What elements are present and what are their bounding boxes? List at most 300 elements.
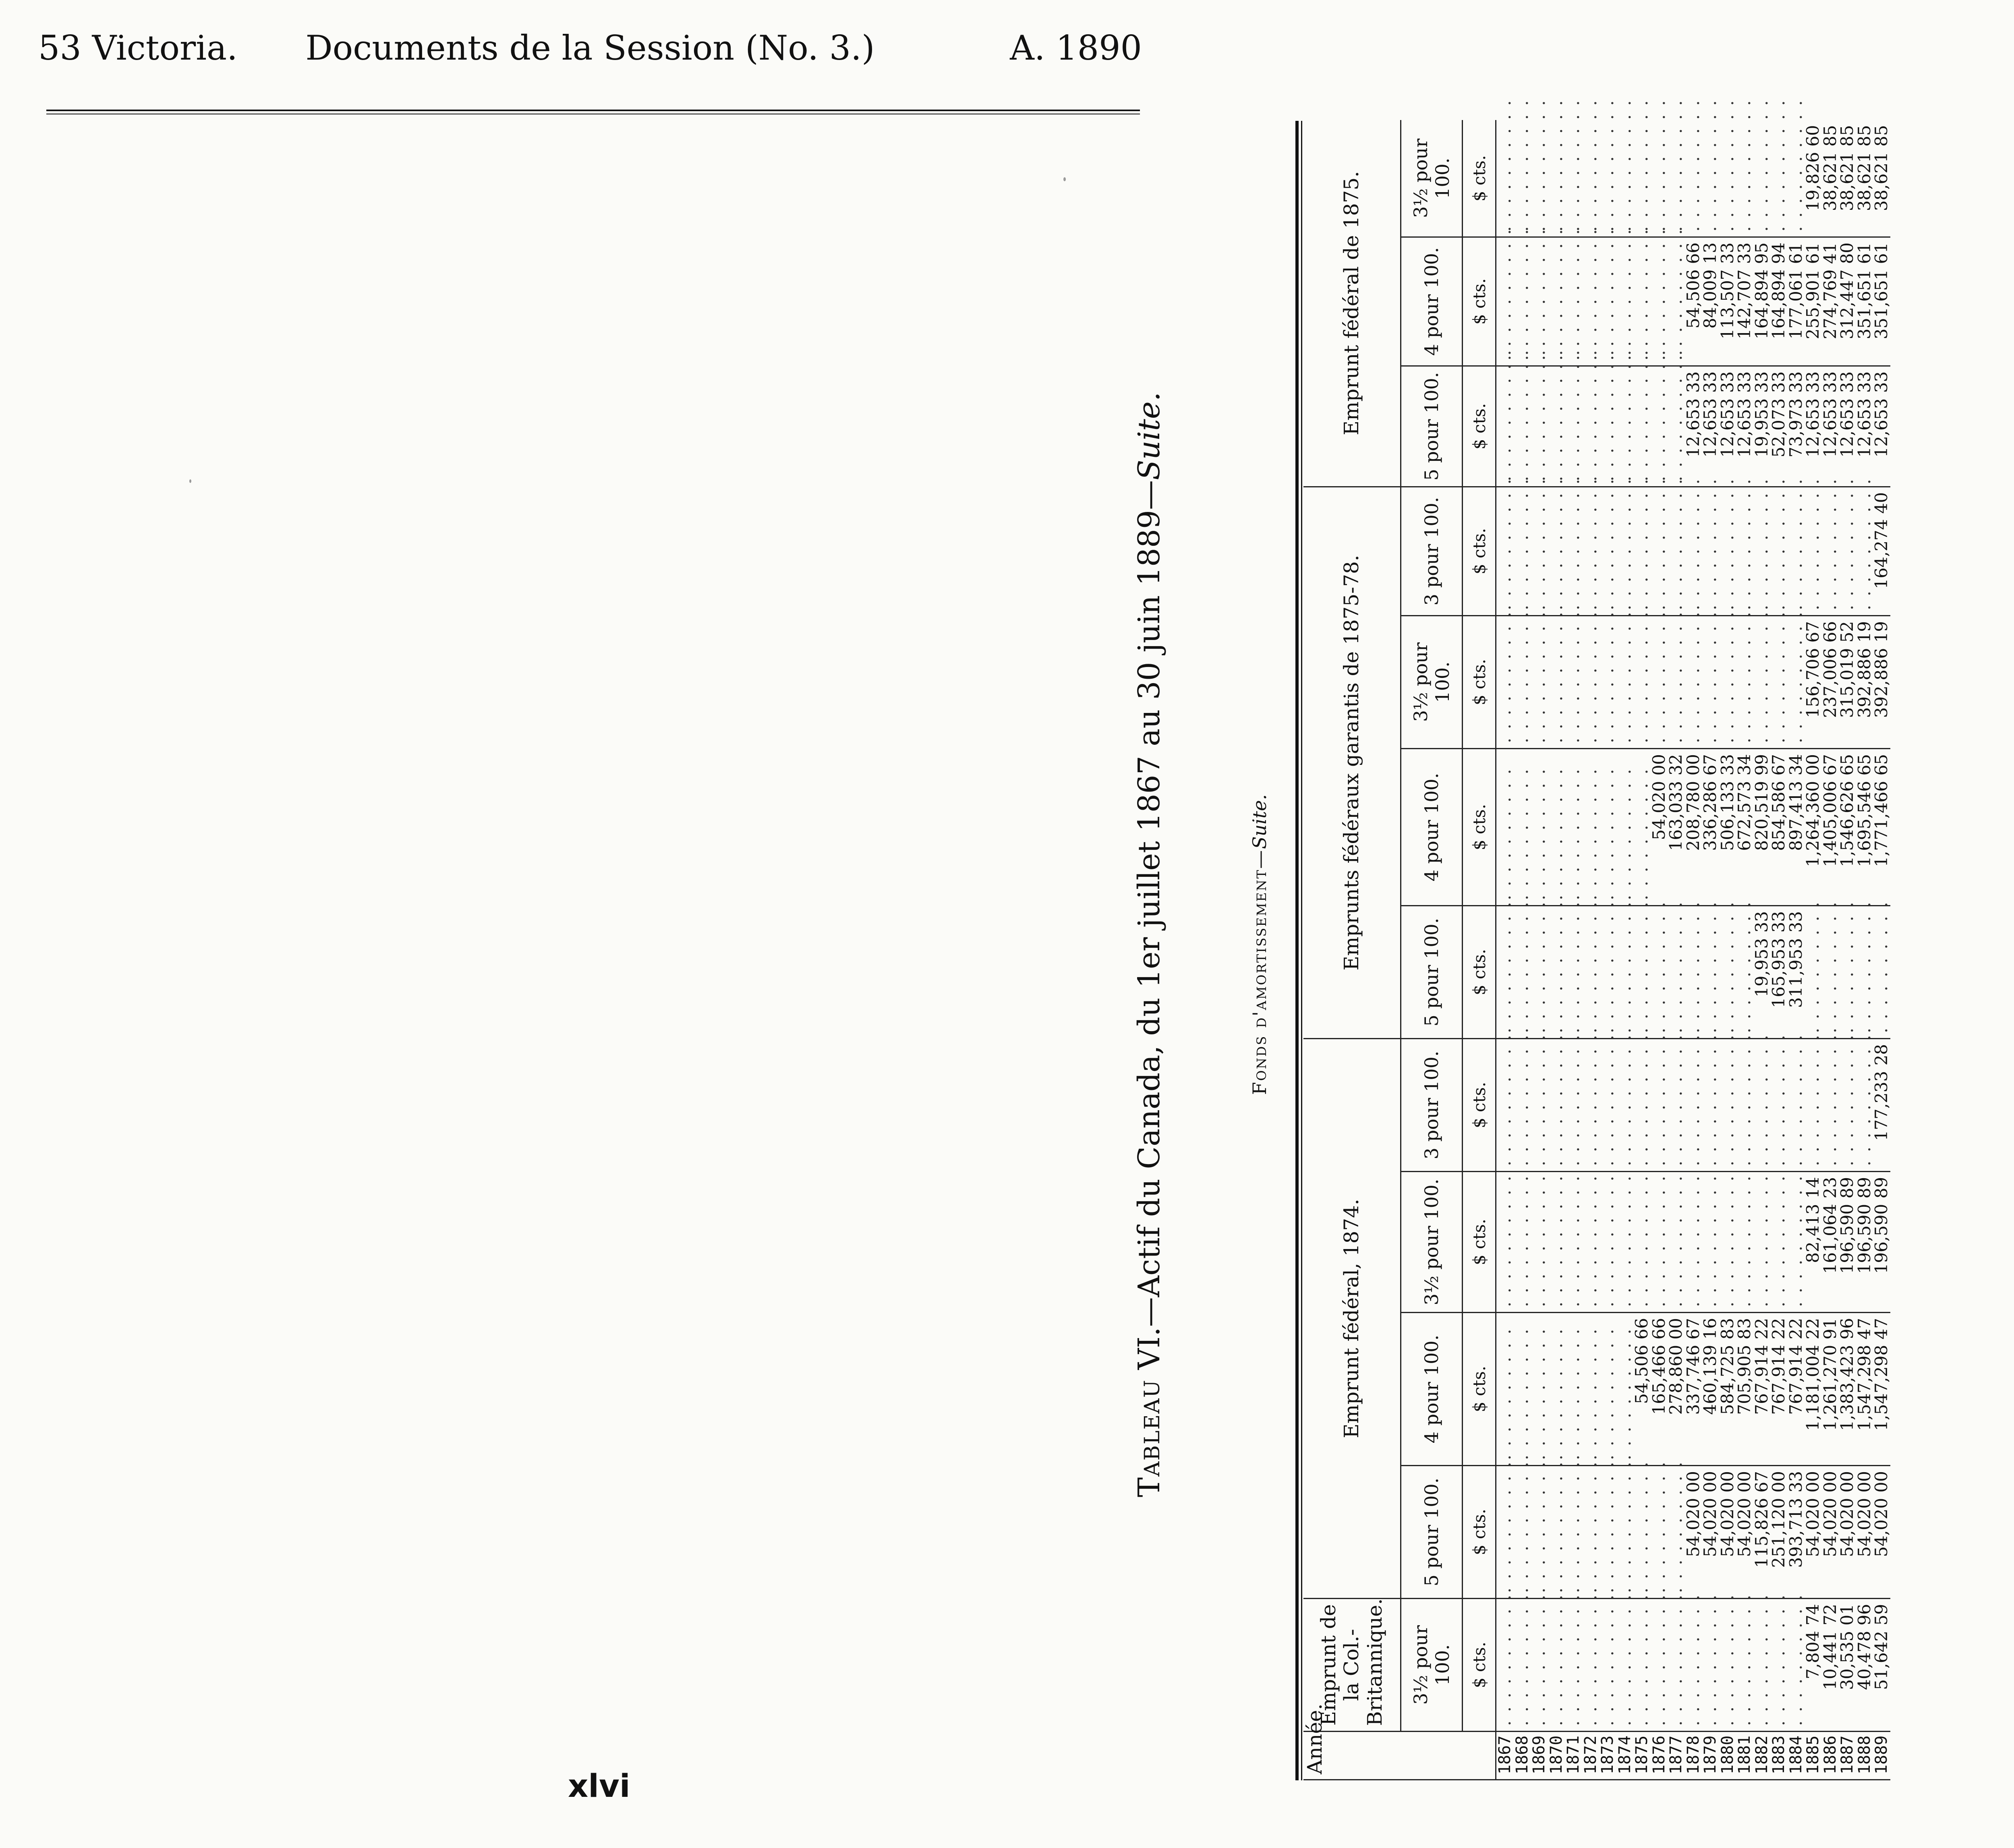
running-head-left: 53 Victoria. bbox=[38, 28, 238, 68]
leader-dots: . . . . . . . . . . bbox=[1514, 1313, 1531, 1466]
leader-dots: . . . . . . . . . . bbox=[1753, 1172, 1771, 1313]
value-cell: 142,707 33 bbox=[1736, 237, 1753, 366]
rate-header: 4 pour 100. bbox=[1401, 1313, 1463, 1466]
leader-dots: . . . . . . . . . . bbox=[1736, 1599, 1753, 1732]
year-header: Année. bbox=[1303, 1732, 1496, 1780]
value-cell: 12,653 33 bbox=[1805, 366, 1822, 487]
header-rule-thick bbox=[46, 110, 1140, 111]
table-row bbox=[1651, 120, 1668, 1780]
year-cell: 1868 bbox=[1514, 1732, 1531, 1780]
leader-dots: . . . . . . . . . . bbox=[1582, 1466, 1600, 1599]
table-row bbox=[1822, 120, 1839, 1780]
leader-dots: . . . . . . . . . . bbox=[1616, 748, 1634, 905]
leader-dots: . . . . . . . . . . bbox=[1514, 120, 1531, 237]
leader-dots: . . . . . . . . . . bbox=[1736, 487, 1753, 615]
value-cell: 1,695,546 65 bbox=[1856, 748, 1873, 905]
value-cell: 54,020 00 bbox=[1719, 1466, 1736, 1599]
leader-dots: . . . . . . . . . . bbox=[1770, 1038, 1788, 1171]
table-title-suite: Suite. bbox=[1132, 392, 1167, 480]
value-cell: 255,901 61 bbox=[1805, 237, 1822, 366]
leader-dots: . . . . . . . . . . bbox=[1599, 748, 1616, 905]
leader-dots: . . . . . . . . . . bbox=[1668, 120, 1685, 237]
leader-dots: . . . . . . . . . . bbox=[1788, 615, 1805, 748]
table-row bbox=[1805, 120, 1822, 1780]
leader-dots: . . . . . . . . . . bbox=[1565, 1313, 1582, 1466]
value-cell: 12,653 33 bbox=[1685, 366, 1702, 487]
leader-dots: . . . . . . . . . . bbox=[1685, 1599, 1702, 1732]
value-cell: 164,274 40 bbox=[1873, 487, 1890, 615]
value-cell: 38,621 85 bbox=[1856, 120, 1873, 237]
value-cell: 1,383,423 96 bbox=[1839, 1313, 1856, 1466]
leader-dots: . . . . . . . . . . bbox=[1565, 1599, 1582, 1732]
year-cell: 1876 bbox=[1651, 1732, 1668, 1780]
year-cell: 1884 bbox=[1788, 1732, 1805, 1780]
unit-header: $ cts. bbox=[1463, 1313, 1496, 1466]
table-row bbox=[1565, 120, 1582, 1780]
leader-dots: . . . . . . . . . . bbox=[1702, 615, 1719, 748]
leader-dots: . . . . . . . . . . bbox=[1685, 615, 1702, 748]
value-cell: 351,651 61 bbox=[1856, 237, 1873, 366]
leader-dots: . . . . . . . . . . bbox=[1719, 120, 1736, 237]
leader-dots: . . . . . . . . . . bbox=[1582, 615, 1600, 748]
leader-dots: . . . . . . . . . . bbox=[1514, 1466, 1531, 1599]
running-head bbox=[38, 28, 1142, 68]
leader-dots: . . . . . . . . . . bbox=[1633, 615, 1651, 748]
leader-dots: . . . . . . . . . . bbox=[1582, 487, 1600, 615]
value-cell: 51,642 59 bbox=[1873, 1599, 1890, 1732]
value-cell: 336,286 67 bbox=[1702, 748, 1719, 905]
rotated-table-page bbox=[1128, 99, 2014, 1780]
rate-header: 3½ pour 100. bbox=[1401, 615, 1463, 748]
group-header-col-brit: Emprunt de la Col.-Britannique. bbox=[1303, 1599, 1401, 1732]
leader-dots: . . . . . . . . . . bbox=[1651, 1466, 1668, 1599]
value-cell: 237,006 66 bbox=[1822, 615, 1839, 748]
value-cell: 705,905 83 bbox=[1736, 1313, 1753, 1466]
leader-dots: . . . . . . . . . . bbox=[1753, 615, 1771, 748]
leader-dots: . . . . . . . . . . bbox=[1633, 1038, 1651, 1171]
value-cell: 278,860 00 bbox=[1668, 1313, 1685, 1466]
leader-dots: . . . . . . . . . . bbox=[1514, 1038, 1531, 1171]
table-row bbox=[1633, 120, 1651, 1780]
value-cell: 156,706 67 bbox=[1805, 615, 1822, 748]
leader-dots: . . . . . . . . . . bbox=[1753, 487, 1771, 615]
leader-dots: . . . . . . . . . . bbox=[1770, 1172, 1788, 1313]
table-subtitle-text: Fonds d'amortissement— bbox=[1249, 849, 1270, 1095]
value-cell: 7,804 74 bbox=[1805, 1599, 1822, 1732]
value-cell: 351,651 61 bbox=[1873, 237, 1890, 366]
leader-dots: . . . . . . . . . . bbox=[1651, 120, 1668, 237]
leader-dots: . . . . . . . . . . bbox=[1582, 237, 1600, 366]
leader-dots: . . . . . . . . . . bbox=[1668, 1172, 1685, 1313]
leader-dots: . . . . . . . . . . bbox=[1565, 1038, 1582, 1171]
value-cell: 54,020 00 bbox=[1651, 748, 1668, 905]
leader-dots: . . . . . . . . . . bbox=[1702, 905, 1719, 1038]
table-row bbox=[1496, 120, 1514, 1780]
table-row bbox=[1736, 120, 1753, 1780]
value-cell: 1,261,270 91 bbox=[1822, 1313, 1839, 1466]
leader-dots: . . . . . . . . . . bbox=[1805, 487, 1822, 615]
leader-dots: . . . . . . . . . . bbox=[1668, 487, 1685, 615]
table-row bbox=[1548, 120, 1565, 1780]
leader-dots: . . . . . . . . . . bbox=[1651, 1172, 1668, 1313]
table-row bbox=[1514, 120, 1531, 1780]
leader-dots: . . . . . . . . . . bbox=[1531, 905, 1548, 1038]
value-cell: 897,413 34 bbox=[1788, 748, 1805, 905]
leader-dots: . . . . . . . . . . bbox=[1599, 615, 1616, 748]
leader-dots: . . . . . . . . . . bbox=[1599, 487, 1616, 615]
value-cell: 177,061 61 bbox=[1788, 237, 1805, 366]
value-cell: 54,020 00 bbox=[1822, 1466, 1839, 1599]
leader-dots: . . . . . . . . . . bbox=[1702, 1172, 1719, 1313]
leader-dots: . . . . . . . . . . bbox=[1531, 615, 1548, 748]
leader-dots: . . . . . . . . . . bbox=[1616, 366, 1634, 487]
unit-header: $ cts. bbox=[1463, 1172, 1496, 1313]
value-cell: 54,020 00 bbox=[1736, 1466, 1753, 1599]
leader-dots: . . . . . . . . . . bbox=[1548, 487, 1565, 615]
leader-dots: . . . . . . . . . . bbox=[1685, 1038, 1702, 1171]
leader-dots: . . . . . . . . . . bbox=[1616, 1313, 1634, 1466]
leader-dots: . . . . . . . . . . bbox=[1616, 120, 1634, 237]
unit-header: $ cts. bbox=[1463, 487, 1496, 615]
value-cell: 12,653 33 bbox=[1873, 366, 1890, 487]
leader-dots: . . . . . . . . . . bbox=[1616, 237, 1634, 366]
value-cell: 1,546,626 65 bbox=[1839, 748, 1856, 905]
leader-dots: . . . . . . . . . . bbox=[1565, 1466, 1582, 1599]
value-cell: 84,009 13 bbox=[1702, 237, 1719, 366]
year-cell: 1887 bbox=[1839, 1732, 1856, 1780]
leader-dots: . . . . . . . . . . bbox=[1496, 1466, 1514, 1599]
leader-dots: . . . . . . . . . . bbox=[1599, 1038, 1616, 1171]
leader-dots: . . . . . . . . . . bbox=[1685, 905, 1702, 1038]
leader-dots: . . . . . . . . . . bbox=[1582, 1313, 1600, 1466]
value-cell: 73,973 33 bbox=[1788, 366, 1805, 487]
leader-dots: . . . . . . . . . . bbox=[1496, 1172, 1514, 1313]
leader-dots: . . . . . . . . . . bbox=[1633, 366, 1651, 487]
leader-dots: . . . . . . . . . . bbox=[1719, 905, 1736, 1038]
value-cell: 767,914 22 bbox=[1770, 1313, 1788, 1466]
leader-dots: . . . . . . . . . . bbox=[1496, 905, 1514, 1038]
value-cell: 251,120 00 bbox=[1770, 1466, 1788, 1599]
running-head-right: A. 1890 bbox=[1010, 28, 1142, 68]
leader-dots: . . . . . . . . . . bbox=[1514, 487, 1531, 615]
value-cell: 164,894 95 bbox=[1753, 237, 1771, 366]
leader-dots: . . . . . . . . . . bbox=[1719, 487, 1736, 615]
leader-dots: . . . . . . . . . . bbox=[1599, 1599, 1616, 1732]
leader-dots: . . . . . . . . . . bbox=[1548, 1313, 1565, 1466]
leader-dots: . . . . . . . . . . bbox=[1582, 366, 1600, 487]
leader-dots: . . . . . . . . . . bbox=[1531, 1172, 1548, 1313]
table-row bbox=[1685, 120, 1702, 1780]
leader-dots: . . . . . . . . . . bbox=[1651, 487, 1668, 615]
leader-dots: . . . . . . . . . . bbox=[1633, 1466, 1651, 1599]
leader-dots: . . . . . . . . . . bbox=[1873, 905, 1890, 1038]
value-cell: 12,653 33 bbox=[1839, 366, 1856, 487]
rate-header: 5 pour 100. bbox=[1401, 366, 1463, 487]
leader-dots: . . . . . . . . . . bbox=[1651, 366, 1668, 487]
year-cell: 1885 bbox=[1805, 1732, 1822, 1780]
rate-header: 3 pour 100. bbox=[1401, 1038, 1463, 1171]
leader-dots: . . . . . . . . . . bbox=[1599, 1313, 1616, 1466]
leader-dots: . . . . . . . . . . bbox=[1616, 487, 1634, 615]
leader-dots: . . . . . . . . . . bbox=[1856, 487, 1873, 615]
value-cell: 1,181,004 22 bbox=[1805, 1313, 1822, 1466]
leader-dots: . . . . . . . . . . bbox=[1633, 1172, 1651, 1313]
leader-dots: . . . . . . . . . . bbox=[1736, 615, 1753, 748]
unit-header: $ cts. bbox=[1463, 1599, 1496, 1732]
value-cell: 820,519 99 bbox=[1753, 748, 1771, 905]
value-cell: 12,653 33 bbox=[1822, 366, 1839, 487]
rate-header-row bbox=[1401, 120, 1463, 1780]
leader-dots: . . . . . . . . . . bbox=[1582, 748, 1600, 905]
leader-dots: . . . . . . . . . . bbox=[1565, 120, 1582, 237]
leader-dots: . . . . . . . . . . bbox=[1839, 487, 1856, 615]
leader-dots: . . . . . . . . . . bbox=[1599, 1466, 1616, 1599]
rate-header: 5 pour 100. bbox=[1401, 1466, 1463, 1599]
value-cell: 38,621 85 bbox=[1873, 120, 1890, 237]
value-cell: 1,547,298 47 bbox=[1873, 1313, 1890, 1466]
value-cell: 52,073 33 bbox=[1770, 366, 1788, 487]
leader-dots: . . . . . . . . . . bbox=[1719, 615, 1736, 748]
leader-dots: . . . . . . . . . . bbox=[1753, 120, 1771, 237]
value-cell: 12,653 33 bbox=[1856, 366, 1873, 487]
page-folio: xlvi bbox=[568, 1768, 630, 1804]
leader-dots: . . . . . . . . . . bbox=[1565, 237, 1582, 366]
leader-dots: . . . . . . . . . . bbox=[1496, 748, 1514, 905]
leader-dots: . . . . . . . . . . bbox=[1531, 1313, 1548, 1466]
leader-dots: . . . . . . . . . . bbox=[1514, 905, 1531, 1038]
value-cell: 163,033 32 bbox=[1668, 748, 1685, 905]
leader-dots: . . . . . . . . . . bbox=[1565, 366, 1582, 487]
unit-header: $ cts. bbox=[1463, 748, 1496, 905]
year-cell: 1874 bbox=[1616, 1732, 1634, 1780]
value-cell: 177,233 28 bbox=[1873, 1038, 1890, 1171]
value-cell: 1,405,006 67 bbox=[1822, 748, 1839, 905]
leader-dots: . . . . . . . . . . bbox=[1548, 120, 1565, 237]
unit-header: $ cts. bbox=[1463, 237, 1496, 366]
leader-dots: . . . . . . . . . . bbox=[1839, 1038, 1856, 1171]
group-header-guaranteed-1875-78: Emprunts fédéraux garantis de 1875-78. bbox=[1303, 487, 1401, 1038]
value-cell: 19,826 60 bbox=[1805, 120, 1822, 237]
leader-dots: . . . . . . . . . . bbox=[1856, 905, 1873, 1038]
unit-header: $ cts. bbox=[1463, 1466, 1496, 1599]
table-row bbox=[1668, 120, 1685, 1780]
value-cell: 54,506 66 bbox=[1633, 1313, 1651, 1466]
leader-dots: . . . . . . . . . . bbox=[1514, 615, 1531, 748]
leader-dots: . . . . . . . . . . bbox=[1651, 237, 1668, 366]
table-row bbox=[1719, 120, 1736, 1780]
value-cell: 337,746 67 bbox=[1685, 1313, 1702, 1466]
value-cell: 1,771,466 65 bbox=[1873, 748, 1890, 905]
leader-dots: . . . . . . . . . . bbox=[1616, 1466, 1634, 1599]
leader-dots: . . . . . . . . . . bbox=[1616, 905, 1634, 1038]
rate-header: 3½ pour 100. bbox=[1401, 1599, 1463, 1732]
leader-dots: . . . . . . . . . . bbox=[1531, 1038, 1548, 1171]
print-speck bbox=[189, 479, 191, 483]
leader-dots: . . . . . . . . . . bbox=[1651, 1599, 1668, 1732]
leader-dots: . . . . . . . . . . bbox=[1514, 366, 1531, 487]
unit-header: $ cts. bbox=[1463, 366, 1496, 487]
leader-dots: . . . . . . . . . . bbox=[1531, 1599, 1548, 1732]
leader-dots: . . . . . . . . . . bbox=[1616, 1038, 1634, 1171]
value-cell: 54,020 00 bbox=[1685, 1466, 1702, 1599]
value-cell: 854,586 67 bbox=[1770, 748, 1788, 905]
leader-dots: . . . . . . . . . . bbox=[1548, 1038, 1565, 1171]
value-cell: 767,914 22 bbox=[1788, 1313, 1805, 1466]
leader-dots: . . . . . . . . . . bbox=[1736, 905, 1753, 1038]
leader-dots: . . . . . . . . . . bbox=[1496, 1038, 1514, 1171]
unit-header: $ cts. bbox=[1463, 1038, 1496, 1171]
value-cell: 54,020 00 bbox=[1839, 1466, 1856, 1599]
leader-dots: . . . . . . . . . . bbox=[1514, 1172, 1531, 1313]
leader-dots: . . . . . . . . . . bbox=[1668, 366, 1685, 487]
leader-dots: . . . . . . . . . . bbox=[1788, 1038, 1805, 1171]
table-row bbox=[1753, 120, 1771, 1780]
value-cell: 1,547,298 47 bbox=[1856, 1313, 1873, 1466]
value-cell: 115,826 67 bbox=[1753, 1466, 1771, 1599]
value-cell: 38,621 85 bbox=[1822, 120, 1839, 237]
leader-dots: . . . . . . . . . . bbox=[1633, 487, 1651, 615]
leader-dots: . . . . . . . . . . bbox=[1582, 1038, 1600, 1171]
rate-header: 3½ pour 100. bbox=[1401, 1172, 1463, 1313]
leader-dots: . . . . . . . . . . bbox=[1753, 1599, 1771, 1732]
table-body bbox=[1495, 99, 1891, 1780]
leader-dots: . . . . . . . . . . bbox=[1633, 120, 1651, 237]
value-cell: 40,478 96 bbox=[1856, 1599, 1873, 1732]
leader-dots: . . . . . . . . . . bbox=[1599, 366, 1616, 487]
leader-dots: . . . . . . . . . . bbox=[1788, 487, 1805, 615]
leader-dots: . . . . . . . . . . bbox=[1548, 1172, 1565, 1313]
group-header-row bbox=[1303, 120, 1401, 1780]
running-head-center: Documents de la Session (No. 3.) bbox=[305, 28, 875, 68]
leader-dots: . . . . . . . . . . bbox=[1651, 905, 1668, 1038]
leader-dots: . . . . . . . . . . bbox=[1582, 120, 1600, 237]
leader-dots: . . . . . . . . . . bbox=[1770, 1599, 1788, 1732]
leader-dots: . . . . . . . . . . bbox=[1753, 1038, 1771, 1171]
year-cell: 1875 bbox=[1633, 1732, 1651, 1780]
value-cell: 165,466 66 bbox=[1651, 1313, 1668, 1466]
table-subtitle bbox=[1249, 109, 1270, 1780]
leader-dots: . . . . . . . . . . bbox=[1668, 615, 1685, 748]
table-row bbox=[1582, 120, 1600, 1780]
unit-header: $ cts. bbox=[1463, 905, 1496, 1038]
leader-dots: . . . . . . . . . . bbox=[1531, 1466, 1548, 1599]
value-cell: 393,713 33 bbox=[1788, 1466, 1805, 1599]
value-cell: 208,780 00 bbox=[1685, 748, 1702, 905]
leader-dots: . . . . . . . . . . bbox=[1514, 237, 1531, 366]
year-cell: 1872 bbox=[1582, 1732, 1600, 1780]
year-cell: 1879 bbox=[1702, 1732, 1719, 1780]
value-cell: 161,064 23 bbox=[1822, 1172, 1839, 1313]
leader-dots: . . . . . . . . . . bbox=[1685, 1172, 1702, 1313]
leader-dots: . . . . . . . . . . bbox=[1496, 1599, 1514, 1732]
leader-dots: . . . . . . . . . . bbox=[1514, 1599, 1531, 1732]
leader-dots: . . . . . . . . . . bbox=[1531, 487, 1548, 615]
leader-dots: . . . . . . . . . . bbox=[1616, 615, 1634, 748]
year-cell: 1878 bbox=[1685, 1732, 1702, 1780]
value-cell: 113,507 33 bbox=[1719, 237, 1736, 366]
leader-dots: . . . . . . . . . . bbox=[1788, 120, 1805, 237]
table-title-main: VI.—Actif du Canada, du 1er juillet 1867 au 30 juin 1889— bbox=[1132, 480, 1167, 1370]
leader-dots: . . . . . . . . . . bbox=[1822, 905, 1839, 1038]
leader-dots: . . . . . . . . . . bbox=[1839, 905, 1856, 1038]
leader-dots: . . . . . . . . . . bbox=[1719, 1172, 1736, 1313]
leader-dots: . . . . . . . . . . bbox=[1805, 1038, 1822, 1171]
value-cell: 392,886 19 bbox=[1873, 615, 1890, 748]
rate-header: 3½ pour 100. bbox=[1401, 120, 1463, 237]
rate-header: 4 pour 100. bbox=[1401, 237, 1463, 366]
table-title-prefix: Tableau bbox=[1132, 1379, 1167, 1498]
value-cell: 54,020 00 bbox=[1856, 1466, 1873, 1599]
leader-dots: . . . . . . . . . . bbox=[1770, 615, 1788, 748]
print-speck bbox=[1063, 177, 1066, 181]
table-subtitle-suite: Suite. bbox=[1249, 794, 1270, 849]
leader-dots: . . . . . . . . . . bbox=[1565, 615, 1582, 748]
leader-dots: . . . . . . . . . . bbox=[1496, 120, 1514, 237]
value-cell: 1,264,360 00 bbox=[1805, 748, 1822, 905]
value-cell: 19,953 33 bbox=[1753, 366, 1771, 487]
value-cell: 196,590 89 bbox=[1856, 1172, 1873, 1313]
table-row bbox=[1770, 120, 1788, 1780]
leader-dots: . . . . . . . . . . bbox=[1788, 1172, 1805, 1313]
value-cell: 392,886 19 bbox=[1856, 615, 1873, 748]
value-cell: 312,447 80 bbox=[1839, 237, 1856, 366]
value-cell: 506,133 33 bbox=[1719, 748, 1736, 905]
value-cell: 196,590 89 bbox=[1873, 1172, 1890, 1313]
unit-header-row bbox=[1463, 120, 1496, 1780]
leader-dots: . . . . . . . . . . bbox=[1685, 120, 1702, 237]
leader-dots: . . . . . . . . . . bbox=[1531, 366, 1548, 487]
leader-dots: . . . . . . . . . . bbox=[1565, 905, 1582, 1038]
leader-dots: . . . . . . . . . . bbox=[1668, 1599, 1685, 1732]
leader-dots: . . . . . . . . . . bbox=[1633, 1599, 1651, 1732]
rate-header: 4 pour 100. bbox=[1401, 748, 1463, 905]
leader-dots: . . . . . . . . . . bbox=[1633, 905, 1651, 1038]
value-cell: 19,953 33 bbox=[1753, 905, 1771, 1038]
table-frame-top-thick bbox=[1295, 121, 1299, 1780]
table-row bbox=[1702, 120, 1719, 1780]
leader-dots: . . . . . . . . . . bbox=[1616, 1172, 1634, 1313]
leader-dots: . . . . . . . . . . bbox=[1668, 237, 1685, 366]
table-row bbox=[1788, 120, 1805, 1780]
leader-dots: . . . . . . . . . . bbox=[1770, 120, 1788, 237]
rate-header: 5 pour 100. bbox=[1401, 905, 1463, 1038]
year-cell: 1881 bbox=[1736, 1732, 1753, 1780]
leader-dots: . . . . . . . . . . bbox=[1548, 1599, 1565, 1732]
leader-dots: . . . . . . . . . . bbox=[1496, 1313, 1514, 1466]
value-cell: 30,535 01 bbox=[1839, 1599, 1856, 1732]
leader-dots: . . . . . . . . . . bbox=[1582, 905, 1600, 1038]
leader-dots: . . . . . . . . . . bbox=[1599, 120, 1616, 237]
leader-dots: . . . . . . . . . . bbox=[1633, 748, 1651, 905]
leader-dots: . . . . . . . . . . bbox=[1736, 1172, 1753, 1313]
unit-header: $ cts. bbox=[1463, 120, 1496, 237]
leader-dots: . . . . . . . . . . bbox=[1531, 748, 1548, 905]
leader-dots: . . . . . . . . . . bbox=[1548, 905, 1565, 1038]
value-cell: 54,506 66 bbox=[1685, 237, 1702, 366]
value-cell: 165,953 33 bbox=[1770, 905, 1788, 1038]
leader-dots: . . . . . . . . . . bbox=[1685, 487, 1702, 615]
year-cell: 1870 bbox=[1548, 1732, 1565, 1780]
leader-dots: . . . . . . . . . . bbox=[1702, 1038, 1719, 1171]
leader-dots: . . . . . . . . . . bbox=[1719, 1599, 1736, 1732]
sinking-fund-table bbox=[1303, 99, 1891, 1780]
table-title bbox=[1132, 109, 1167, 1780]
table-row bbox=[1599, 120, 1616, 1780]
value-cell: 767,914 22 bbox=[1753, 1313, 1771, 1466]
year-cell: 1889 bbox=[1873, 1732, 1890, 1780]
year-cell: 1873 bbox=[1599, 1732, 1616, 1780]
leader-dots: . . . . . . . . . . bbox=[1702, 487, 1719, 615]
